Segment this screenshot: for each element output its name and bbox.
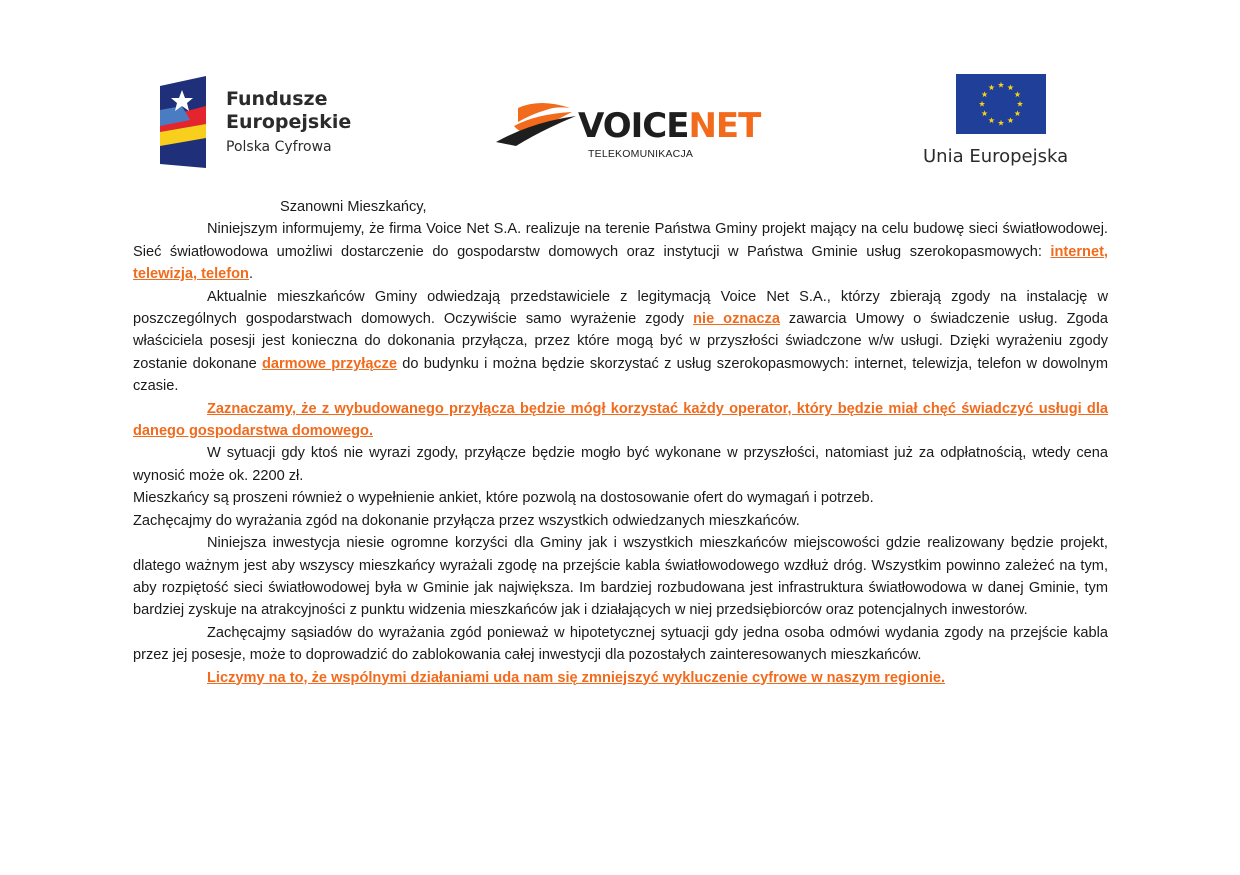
fundusze-text: [226, 88, 351, 156]
greeting: Szanowni Mieszkańcy,: [280, 199, 427, 215]
paragraph-1: [133, 218, 1108, 285]
voicenet-swoosh-icon: [496, 102, 580, 148]
fundusze-flag-icon: [160, 76, 208, 168]
highlight-darmowe-przylacze: darmowe przyłącze: [261, 355, 397, 372]
paragraph-3-highlight: Zaznaczamy, że z wybudowanego przyłącza będzie mógł korzystać każdy operator, który będzie miał chęć świadczyć usługi dla danego gospodarstwa domowego.: [133, 400, 1108, 440]
letter-body: [133, 196, 1108, 689]
eu-logo: [918, 74, 1088, 174]
paragraph-2-text-c: do budynku i można będzie skorzystać z usług szerokopasmowych: internet, telewizja, telefon w dowolnym czasie.: [133, 355, 1109, 395]
eu-flag-icon: [956, 74, 1046, 134]
fundusze-subtitle: Polska Cyfrowa: [226, 139, 332, 155]
paragraph-7: Niniejsza inwestycja niesie ogromne korzyści dla Gminy jak i wszystkich mieszkańców miejscowości gdzie realizowany będzie projekt, dlatego ważnym jest aby wszyscy mieszkańcy wyrażali zgodę na przejście kabla światłowodowego wzdłuż dróg. Wszystkim powinno zależeć na tym, aby rozpiętość sieci światłowodowej była w Gminie jak największa. Im bardziej rozbudowana jest infrastruktura światłowodowa w danej Gminie, tym bardziej zyskuje na atrakcyjności z punktu widzenia mieszkańców jak i działających w niej przedsiębiorców oraz potencjalnych inwestorów.: [133, 535, 1108, 619]
paragraph-8: Zachęcajmy sąsiadów do wyrażania zgód ponieważ w hipotetycznej sytuacji gdy jedna osoba odmówi wydania zgody na przejście kabla przez jej posesje, może to doprowadzić do zablokowania całej inwestycji dla pozostałych zainteresowanych mieszkańców.: [133, 624, 1108, 664]
paragraph-4: W sytuacji gdy ktoś nie wyrazi zgody, przyłącze będzie mogło być wykonane w przyszłości, natomiast już za odpłatnością, wtedy cena wynosić może ok. 2200 zł.: [133, 445, 1108, 484]
voicenet-word-net: NET: [688, 106, 761, 146]
paragraph-1-text: Niniejszym informujemy, że firma Voice Net S.A. realizuje na terenie Państwa Gminy projekt mający na celu budowę sieci światłowodowej. Sieć światłowodowa umożliwi dostarczenie do gospodarstw domowych oraz instytucji w Państwa Gminie usług szerokopasmowych:: [133, 221, 1108, 260]
logo-bar: [0, 0, 1240, 180]
paragraph-2: [133, 286, 1108, 398]
paragraph-9-highlight: Liczymy na to, że wspólnymi działaniami uda nam się zmniejszyć wykluczenie cyfrowe w naszym regionie.: [207, 669, 946, 686]
voicenet-subtitle: TELEKOMUNIKACJA: [588, 148, 694, 160]
paragraph-2-text-a: Aktualnie mieszkańców Gminy odwiedzają przedstawiciele z legitymacją Voice Net S.A., którzy zbierają zgody na instalację w poszczególnych gospodarstwach domowych. Oczywiście samo wyrażenie zgody: [133, 288, 1108, 328]
paragraph-2-text-b: zawarcia Umowy o świadczenie usług. Zgoda właściciela posesji jest konieczna do dokonania przyłącza, przez które mogą być w przyszłości świadczone w/w usługi. Dzięki wyrażeniu zgody zostanie dokonane: [133, 311, 1108, 372]
voicenet-word-voice: VOICE: [578, 106, 689, 146]
paragraph-1-end: .: [248, 266, 254, 283]
paragraph-6: Zachęcajmy do wyrażania zgód na dokonanie przyłącza przez wszystkich odwiedzanych mieszkańców.: [133, 512, 800, 529]
fundusze-line1: Fundusze: [226, 88, 328, 110]
fundusze-europejskie-logo: [160, 76, 370, 168]
eu-caption: Unia Europejska: [923, 146, 1069, 167]
paragraph-5: Mieszkańcy są proszeni również o wypełnienie ankiet, które pozwolą na dostosowanie ofert do wymagań i potrzeb.: [133, 490, 874, 507]
voicenet-logo: [496, 100, 761, 162]
fundusze-line2: Europejskie: [226, 111, 352, 133]
highlight-nie-oznacza: nie oznacza: [693, 311, 780, 328]
voicenet-wordmark: [578, 106, 760, 146]
highlight-services: internet, telewizja, telefon: [133, 243, 1108, 283]
